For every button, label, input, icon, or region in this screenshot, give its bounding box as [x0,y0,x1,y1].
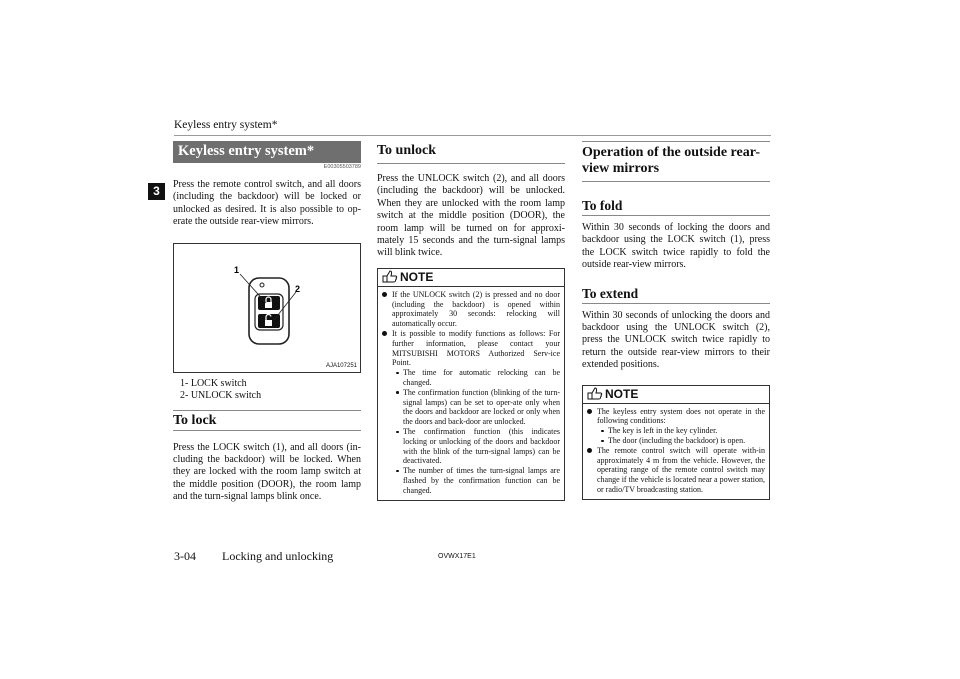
running-header: Keyless entry system* [174,119,278,131]
note-bullet: The remote control switch will operate with-in approximately 4 m from the vehicle. However, the operating range of the remote control switch may change if the vehicle is located near a power station, or radio/TV broadcasting station. [587,446,765,495]
note-header [378,269,564,287]
unlock-paragraph: Press the UNLOCK switch (2), and all doors (including the backdoor) will be unlocked. When they are unlocked with the room lamp switch at the middle position (DOOR), the room lamp will be turned on for approxi-mately 15 seconds and the turn-signal lamps will blink twice. [377,173,565,259]
bullet-icon [382,331,387,336]
unlock-note-box [377,268,565,501]
callout-1-label: 1 [234,264,240,275]
note-hand-icon [587,387,603,400]
note-sub-bullet: The key is left in the key cylinder. [587,426,765,436]
section-banner: Keyless entry system* [173,141,361,163]
bullet-icon [587,448,592,453]
extend-paragraph: Within 30 seconds of unlocking the doors and backdoor using the UNLOCK switch (2), press the UNLOCK switch twice rapidly to return the outside rear-view mirrors to their extended positions. [582,309,770,371]
lock-heading: To lock [173,410,361,432]
note-sub-bullet: The time for automatic relocking can be changed. [382,368,560,388]
keyless-note-box [582,385,770,500]
note-title: NOTE [605,386,639,401]
note-sub-bullet: The confirmation function (blinking of the turn-signal lamps) can be set to oper-ate only when the doors and backdoor are locked or only when the doors and back-door are unlocked. [382,388,560,427]
note-title: NOTE [400,269,434,284]
footer-code: OVWX17E1 [438,553,476,560]
note-sub-bullet: The door (including the backdoor) is open. [587,436,765,446]
header-rule [174,135,771,136]
chapter-tab: 3 [148,183,165,200]
bullet-icon [587,409,592,414]
remote-key-figure [173,243,361,373]
sub-bullet-icon [601,430,604,433]
fold-paragraph: Within 30 seconds of locking the doors and backdoor using the LOCK switch (1), press the LOCK switch twice rapidly to fold the outside rear-view mirrors. [582,222,770,271]
footer-section-title: Locking and unlocking [222,549,334,563]
intro-paragraph: Press the remote control switch, and all doors (including the backdoor) will be locked or unlocked as desired. It is also possible to op-erate the outside rear-view mirrors. [173,179,361,228]
note-hand-icon [382,270,398,283]
section-code: E00305503789 [323,164,361,170]
remote-key-illustration [174,244,360,372]
fold-heading: To fold [582,198,770,216]
figure-legend [173,378,361,403]
sub-bullet-icon [396,372,399,375]
mirror-section-heading: Operation of the outside rear- view mirrors [582,141,770,182]
note-bullet: If the UNLOCK switch (2) is pressed and no door (including the backdoor) is opened within approximately 30 seconds: relocking will automatically occur. [382,290,560,329]
column-middle [377,141,565,501]
lock-paragraph: Press the LOCK switch (1), and all doors (in-cluding the backdoor) will be locked. When they are locked with the room lamp switch at the middle position (DOOR), the room lamp and the turn-signal lamps blink once. [173,441,361,503]
unlock-heading: To unlock [377,141,565,164]
sub-bullet-icon [601,440,604,443]
column-right [582,141,770,500]
sub-bullet-icon [396,470,399,473]
bullet-icon [382,292,387,297]
callout-2-label: 2 [295,283,301,294]
remote-key-fob [249,278,289,344]
legend-item: 1- LOCK switch [180,377,247,389]
note-header [583,386,769,404]
column-left [173,141,361,504]
legend-item: 2- UNLOCK switch [180,390,262,402]
note-bullet: The keyless entry system does not operate in the following conditions: [587,407,765,427]
extend-heading: To extend [582,286,770,304]
sub-bullet-icon [396,391,399,394]
note-bullet: It is possible to modify functions as follows: For further information, please contact your MITSUBISHI MOTORS Authorized Serv-ice Point. [382,329,560,368]
figure-code: AJA107251 [325,362,357,369]
page-number: 3-04 [174,549,196,563]
note-sub-bullet: The number of times the turn-signal lamps are flashed by the confirmation function can be changed. [382,466,560,495]
sub-bullet-icon [396,431,399,434]
note-sub-bullet: The confirmation function (this indicates locking or unlocking of the doors and backdoor with the blink of the turn-signal lamps) can be deactivated. [382,427,560,466]
